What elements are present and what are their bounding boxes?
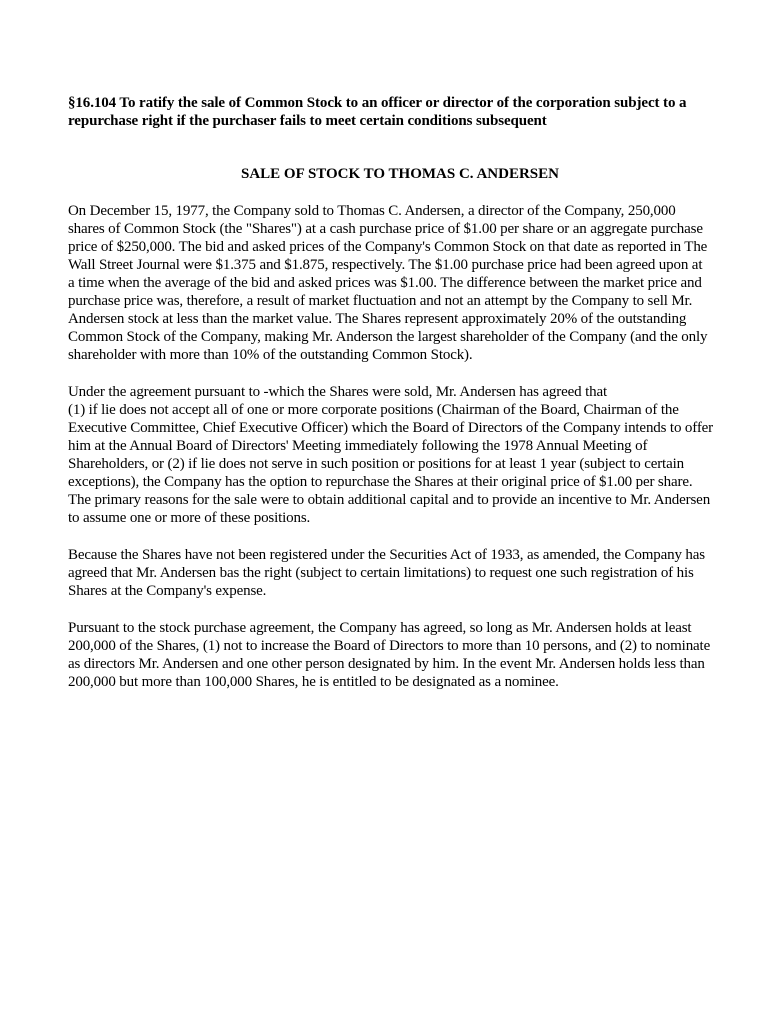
paragraph-line: Because the Shares have not been registered under the Securities Act of 1933, as amended, the Company has: [68, 547, 705, 563]
paragraph-line: purchase price was, therefore, a result of market fluctuation and not an attempt by the Company to sell Mr.: [68, 293, 693, 309]
paragraph-line: shares of Common Stock (the "Shares") at a cash purchase price of $1.00 per share or an aggregate purchase: [68, 221, 703, 237]
document-title: SALE OF STOCK TO THOMAS C. ANDERSEN: [240, 166, 559, 182]
paragraph-line: as directors Mr. Andersen and one other person designated by him. In the event Mr. Andersen holds less than: [68, 656, 705, 672]
paragraph-line: 200,000 of the Shares, (1) not to increase the Board of Directors to more than 10 persons, and (2) to nominate: [68, 638, 711, 654]
paragraph-line: The primary reasons for the sale were to obtain additional capital and to provide an incentive to Mr. Andersen: [68, 492, 711, 508]
paragraph-line: a time when the average of the bid and asked prices was $1.00. The difference between the market price and: [68, 275, 702, 291]
paragraph-line: Shareholders, or (2) if lie does not serve in such position or positions for at least 1 year (subject to certain: [68, 456, 684, 472]
document-body: [68, 202, 748, 691]
paragraph-line: exceptions), the Company has the option to repurchase the Shares at their original price of $1.00 per share.: [68, 474, 693, 490]
section-heading: [68, 94, 748, 130]
heading-line: repurchase right if the purchaser fails to meet certain conditions subsequent: [68, 113, 547, 129]
paragraph-line: Under the agreement pursuant to -which the Shares were sold, Mr. Andersen has agreed that: [68, 384, 607, 400]
paragraph-line: (1) if lie does not accept all of one or more corporate positions (Chairman of the Board, Chairman of the: [68, 402, 679, 418]
heading-line: §16.104 To ratify the sale of Common Stock to an officer or director of the corporation subject to a: [68, 95, 687, 111]
paragraph-line: Andersen stock at less than the market value. The Shares represent approximately 20% of the outstanding: [68, 311, 687, 327]
paragraph-line: Pursuant to the stock purchase agreement, the Company has agreed, so long as Mr. Andersen holds at least: [68, 620, 692, 636]
document-page: [68, 94, 748, 691]
paragraph-line: shareholder with more than 10% of the outstanding Common Stock).: [68, 347, 473, 363]
paragraph-line: him at the Annual Board of Directors' Meeting immediately following the 1978 Annual Meeting of: [68, 438, 648, 454]
paragraph-line: On December 15, 1977, the Company sold to Thomas C. Andersen, a director of the Company, 250,000: [68, 203, 676, 219]
paragraph: [68, 202, 748, 364]
paragraph: [68, 383, 748, 527]
paragraph-line: Common Stock of the Company, making Mr. Anderson the largest shareholder of the Company (and the only: [68, 329, 708, 345]
paragraph: [68, 619, 748, 691]
paragraph: [68, 546, 748, 600]
paragraph-line: Executive Committee, Chief Executive Officer) which the Board of Directors of the Company intends to offer: [68, 420, 714, 436]
paragraph-line: price of $250,000. The bid and asked prices of the Company's Common Stock on that date as reported in The: [68, 239, 708, 255]
paragraph-line: 200,000 but more than 100,000 Shares, he is entitled to be designated as a nominee.: [68, 674, 559, 690]
paragraph-line: Shares at the Company's expense.: [68, 583, 267, 599]
paragraph-line: to assume one or more of these positions.: [68, 510, 311, 526]
paragraph-line: agreed that Mr. Andersen bas the right (subject to certain limitations) to request one such registration of his: [68, 565, 694, 581]
paragraph-line: Wall Street Journal were $1.375 and $1.875, respectively. The $1.00 purchase price had been agreed upon at: [68, 257, 703, 273]
